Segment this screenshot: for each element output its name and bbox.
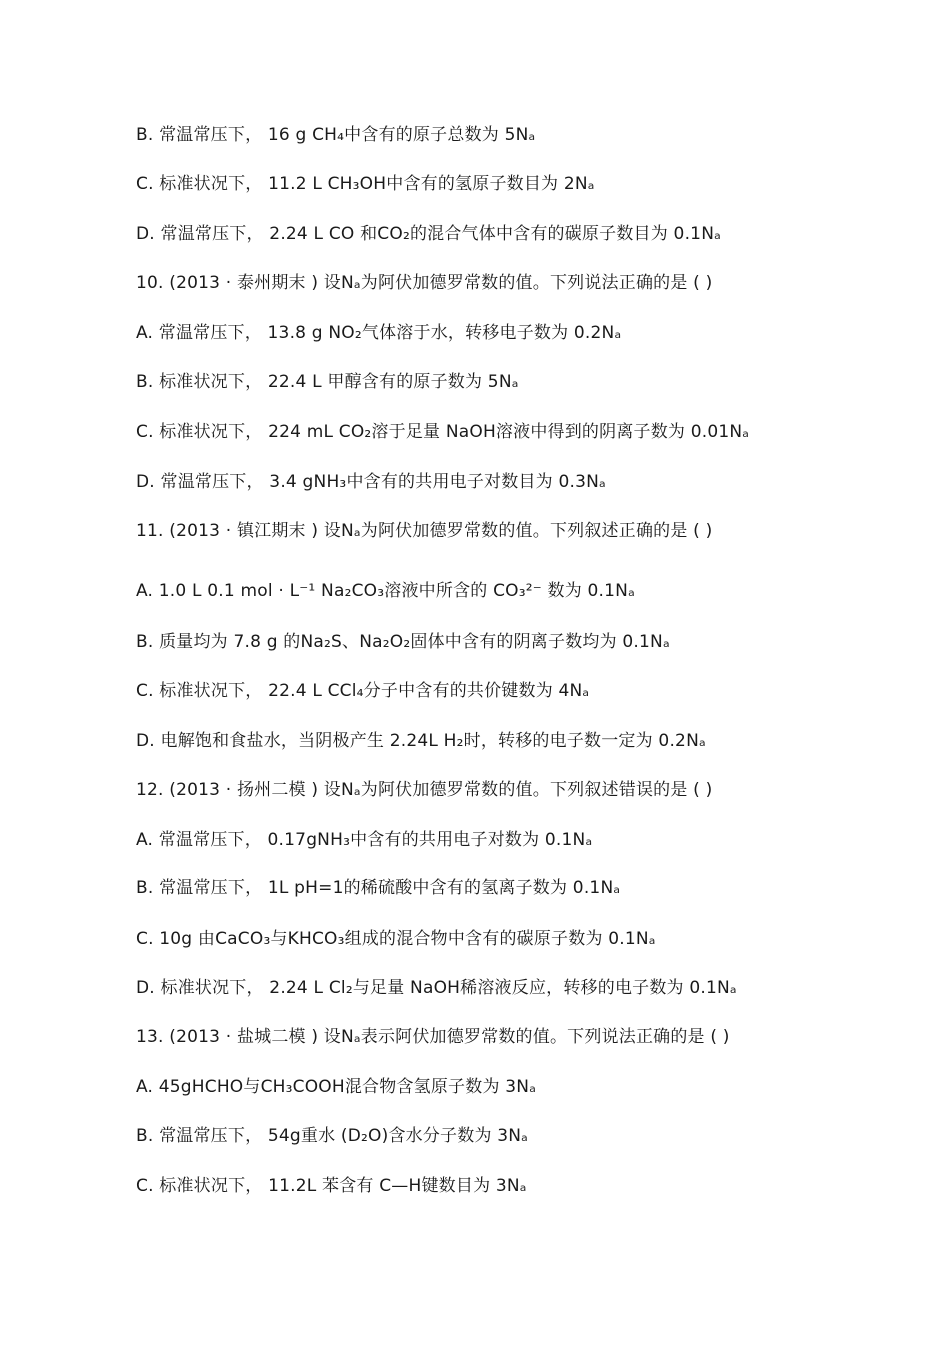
option-line: C. 标准状况下， 11.2 L CH₃OH中含有的氢原子数目为 2Nₐ bbox=[136, 174, 595, 194]
option-line: D. 标准状况下， 2.24 L Cl₂与足量 NaOH稀溶液反应，转移的电子数为 0.1Nₐ bbox=[136, 978, 737, 998]
option-line: D. 常温常压下， 3.4 gNH₃中含有的共用电子对数目为 0.3Nₐ bbox=[136, 472, 606, 492]
option-line: A. 常温常压下， 13.8 g NO₂气体溶于水，转移电子数为 0.2Nₐ bbox=[136, 323, 622, 343]
option-line: B. 质量均为 7.8 g 的Na₂S、Na₂O₂固体中含有的阴离子数均为 0.1Nₐ bbox=[136, 632, 670, 652]
option-line: A. 1.0 L 0.1 mol · L⁻¹ Na₂CO₃溶液中所含的 CO₃²⁻ 数为 0.1Nₐ bbox=[136, 581, 635, 601]
question-line: 12. (2013 · 扬州二模 ) 设Nₐ为阿伏加德罗常数的值。下列叙述错误的是 ( ) bbox=[136, 780, 713, 800]
option-line: C. 标准状况下， 11.2L 苯含有 C—H键数目为 3Nₐ bbox=[136, 1176, 527, 1196]
option-line: D. 常温常压下， 2.24 L CO 和CO₂的混合气体中含有的碳原子数目为 0.1Nₐ bbox=[136, 224, 721, 244]
question-line: 10. (2013 · 泰州期末 ) 设Nₐ为阿伏加德罗常数的值。下列说法正确的是 ( ) bbox=[136, 273, 713, 293]
option-line: C. 标准状况下， 224 mL CO₂溶于足量 NaOH溶液中得到的阴离子数为 0.01Nₐ bbox=[136, 422, 750, 442]
question-line: 13. (2013 · 盐城二模 ) 设Nₐ表示阿伏加德罗常数的值。下列说法正确的是 ( ) bbox=[136, 1027, 730, 1047]
option-line: A. 45gHCHO与CH₃COOH混合物含氢原子数为 3Nₐ bbox=[136, 1077, 537, 1097]
option-line: B. 常温常压下， 1L pH=1的稀硫酸中含有的氢离子数为 0.1Nₐ bbox=[136, 878, 621, 898]
question-line: 11. (2013 · 镇江期末 ) 设Nₐ为阿伏加德罗常数的值。下列叙述正确的是 ( ) bbox=[136, 521, 713, 541]
option-line: B. 常温常压下， 54g重水 (D₂O)含水分子数为 3Nₐ bbox=[136, 1126, 529, 1146]
option-line: B. 常温常压下， 16 g CH₄中含有的原子总数为 5Nₐ bbox=[136, 125, 536, 145]
option-line: D. 电解饱和食盐水，当阴极产生 2.24L H₂时，转移的电子数一定为 0.2Nₐ bbox=[136, 731, 706, 751]
option-line: B. 标准状况下， 22.4 L 甲醇含有的原子数为 5Nₐ bbox=[136, 372, 519, 392]
option-line: C. 标准状况下， 22.4 L CCl₄分子中含有的共价键数为 4Nₐ bbox=[136, 681, 590, 701]
option-line: A. 常温常压下， 0.17gNH₃中含有的共用电子对数为 0.1Nₐ bbox=[136, 830, 593, 850]
option-line: C. 10g 由CaCO₃与KHCO₃组成的混合物中含有的碳原子数为 0.1Nₐ bbox=[136, 929, 656, 949]
